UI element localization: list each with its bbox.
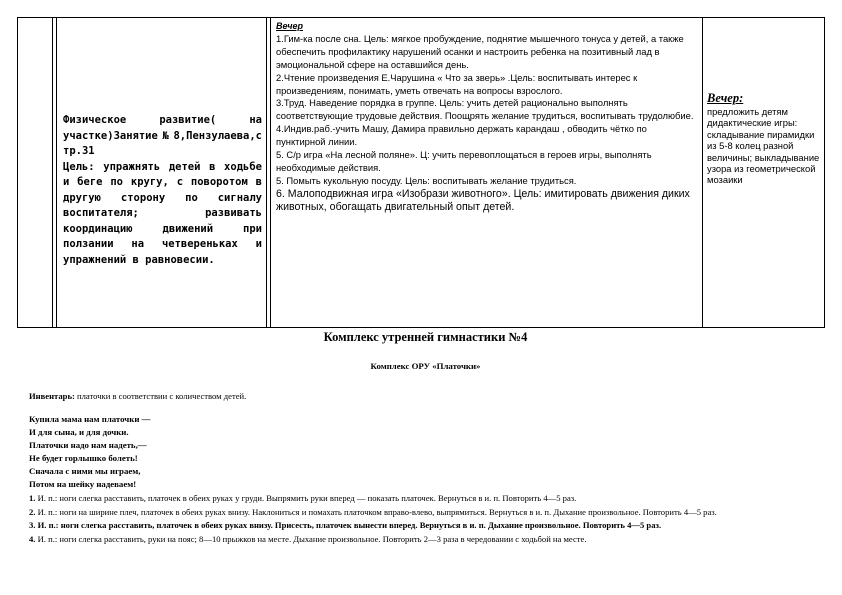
evening-header: Вечер [276,21,304,31]
exercise-item [29,493,822,505]
poem-line: Не будет горлышко болеть! [29,453,138,463]
section-subtitle: Комплекс ОРУ «Платочки» [370,361,481,371]
evening-games-header: Вечер: [707,91,744,105]
exercise-text: И. п.: ноги слегка расставить, платочек в обеих руках у груди. Выпрямить руки вперед — показать платочек. Вернуться в и. п. Повторить 4—5 раз. [35,493,577,503]
exercise-item [29,507,822,519]
poem [29,413,822,491]
exercise-number: 3. [29,520,36,530]
exercise-item [29,534,822,546]
exercise-item [29,520,822,532]
evening-item: 2.Чтение произведения Е.Чарушина « Что за зверь» .Цель: воспитывать интерес к произведениям, понимать, уметь отвечать на вопросы взрослого. [276,71,638,96]
inventory-label: Инвентарь: [29,391,75,401]
exercise-text: И. п.: ноги слегка расставить, руки на пояс; 8—10 прыжков на месте. Дыхание произвольное. Повторить 2—3 раза в чередовании с ходьбой на месте. [35,533,587,544]
table-cell-evening-games [703,18,826,327]
inventory-text: платочки в соответствии с количеством детей. [74,391,247,401]
poem-line: Платочки надо нам надеть,— [29,440,147,450]
exercise-number: 4. [29,533,36,544]
exercise-text: И. п.: ноги на ширине плеч, платочек в обеих руках внизу. Наклониться и помахать платочком вправо-влево, выпрямиться. Вернуться в и. п. Дыхание произвольное. Повторить 4—5 раз. [35,506,717,517]
table-cell-activity [57,18,271,327]
exercise-text: И. п.: ноги слегка расставить, платочек в обеих руках внизу. Присесть, платочек вынести вперед. Вернуться в и. п. Дыхание произвольное. Повторить 4—5 раз. [35,520,662,530]
evening-item: 5. С/р игра «На лесной поляне». Ц: учить перевоплощаться в героев игры, выполнять необходимые действия. [276,149,652,173]
gymnastics-section [29,330,822,545]
evening-item-game: 6. Малоподвижная игра «Изобрази животного». Цель: имитировать движения диких животных, обогащать двигательный опыт детей. [276,187,690,214]
table-cell-empty [18,18,57,327]
poem-line: Потом на шейку надеваем! [29,479,137,489]
inventory-line [29,391,822,401]
evening-item: 3.Труд. Наведение порядка в группе. Цель: учить детей рационально выполнять соответствующие трудовые действия. Поощрять желание трудиться, воспитывать трудолюбие. [276,97,694,122]
poem-line: И для сына, и для дочки. [29,427,129,437]
evening-item: 4.Индив.раб.-учить Машу, Дамира правильно держать карандаш , обводить чётко по пунктирной линии. [276,123,647,148]
table-cell-evening [271,18,703,327]
evening-item: 5. Помыть кукольную посуду. Цель: воспитывать желание трудиться. [276,174,577,186]
activity-goal: Цель: упражнять детей в ходьбе и беге по кругу, с поворотом в другую сторону по сигналу воспитателя; развивать координацию движений при ползании на четвереньках и упражнений в равновесии. [63,160,262,266]
exercise-number: 1. [29,493,36,503]
poem-line: Сначала с ними мы играем, [29,466,141,476]
exercise-number: 2. [29,506,36,517]
page-title: Комплекс утренней гимнастики №4 [323,330,528,344]
activity-title: Физическое развитие( на участке)Занятие№8,Пензулаева,с тр.31 [63,114,262,157]
evening-games-text: предложить детям дидактические игры: складывание пирамидки из 5-8 колец разной величины; выкладывание узора из геометрической мозаики [707,106,820,186]
evening-item: 1.Гим-ка после сна. Цель: мягкое пробуждение, поднятие мышечного тонуса у детей, а также обеспечить профилактику нарушений осанки и настроить ребенка на позитивный лад в эмоциональной сфере на оставшийся день. [276,32,684,70]
poem-line: Купила мама нам платочки — [29,414,151,424]
plan-table [17,17,825,328]
